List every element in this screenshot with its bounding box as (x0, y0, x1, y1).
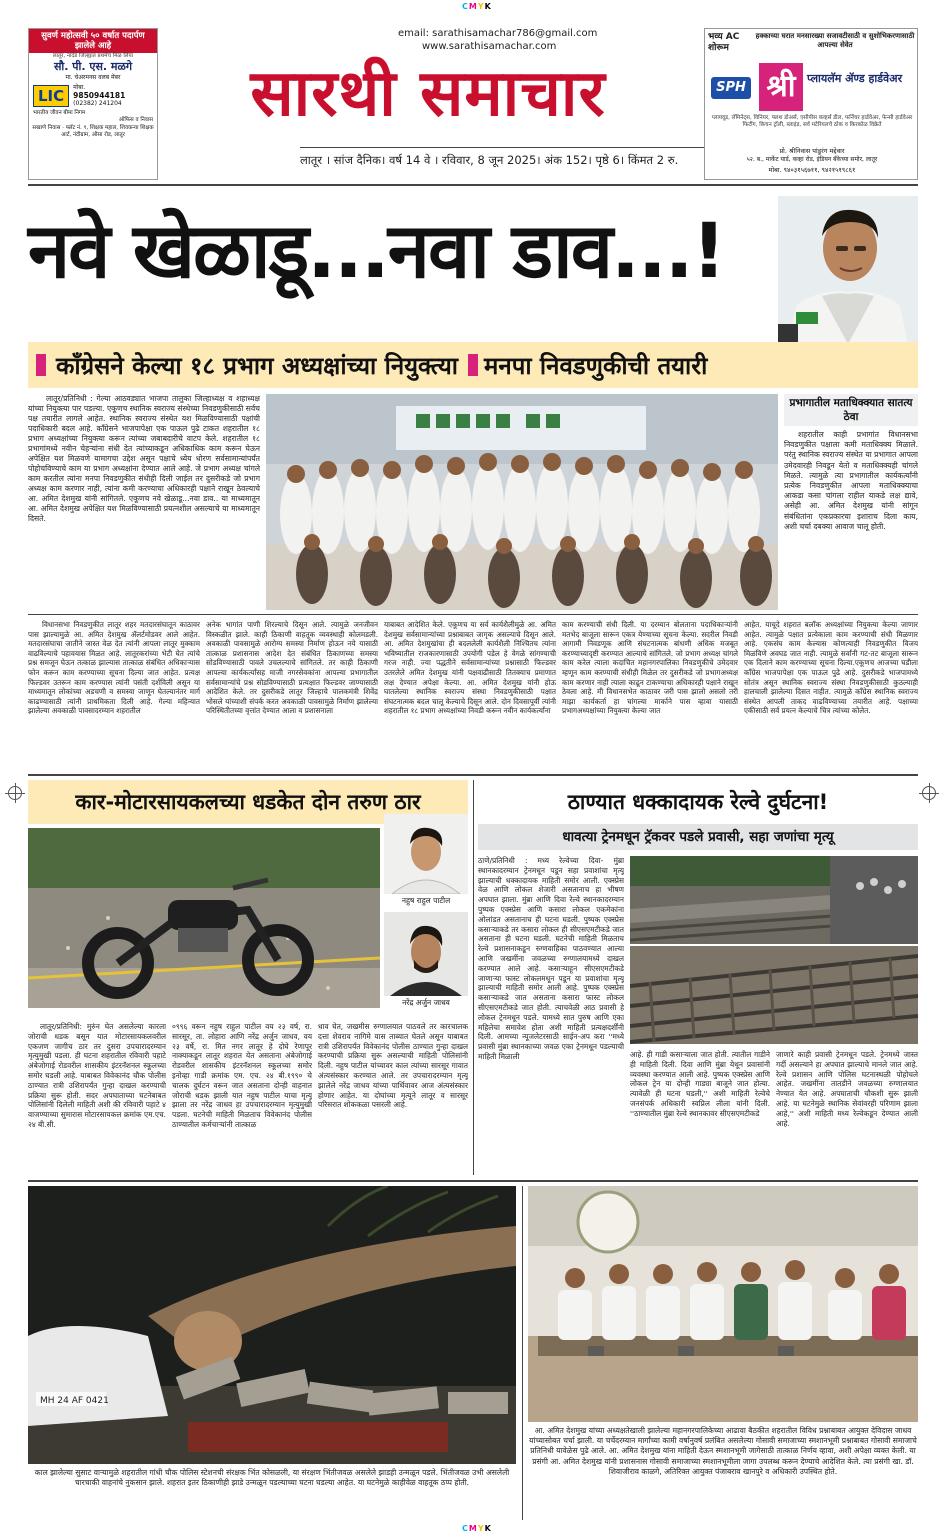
story2-headline: कार-मोटारसायकलच्या धडकेत दोन तरुण ठार (28, 780, 468, 824)
section-rule-1 (28, 774, 918, 776)
sidebar-title: प्रभागातील मताधिक्क्यात सातत्य ठेवा (784, 394, 918, 426)
story2-column-2: ०९९६ वरून नहुष राहुल पाटील वय २३ वर्ष, रा. सारसूर, ता. लोहारा आणि नरेंद्र अर्जुन जाधव, वय २३ वर्षे, रा. मित नगर लातूर हे दोघे रेणापूर नाक्याकडून लातूर शहरात येत असताना अंबेजोगाई रोडवरील शासकीय इंटरनॅशनल स्कूलच्या समोर इनोव्हा गाडी क्रमांक एम. एच. २४ बी.१९९० चे चालक दुर्घटन वरून जात असताना दोन्ही वाहनात जोराची धडक झाली यात नहुष पाटील याचा मृत्यू झाला तर नरेंद्र जाधव हा उपचारादरम्यान मृत्युमुखी पडला. घटनेची माहिती मिळताच विवेकानंद पोलीस ठाण्यातील कर्मचाऱ्यांनी तात्काळ (172, 1022, 312, 1129)
left-advertisement (28, 28, 158, 180)
lead-column-3: याबाबत आदेशित केले. एकूणच या सर्व कार्यशैलीमुळे आ. अमित देशमुख सर्वसामान्यांच्या प्रश्नाबाबत जागृक असल्याचे दिसून आले. आ. अमित देशमुखांचा ही बदललेली कार्यशैली निश्चितच त्यांना भविष्यातील राजकारणासाठी उपयोगी पडेल हे वेगळे सांगण्याची गरज नाही. ज्या पद्धतीने सर्वसामान्यांच्या प्रश्नासाठी फिल्डवर उतरलेले अमित देशमुख यांनी पक्षवाढीसाठी तितक्याच प्रमाणात लक्ष देण्यात अपेक्षा केल्या. आ. अमित देशमुख यांनी होऊ घातलेल्या स्थानिक स्वराज्य संस्था निवडणुकीसाठी पक्षात संघटनात्मक बदल चालू केल्याचे दिसून आले. दोन दिवसापूर्वी त्यांनी शहरातील १८ प्रभाग अध्यक्षांच्या निवडी करून नवीन कार्यकर्त्यांना (384, 620, 556, 716)
website-line (422, 41, 556, 52)
section-rule-2 (28, 1180, 918, 1182)
story3-column-2: आहे. ही गाडी कसाऱ्याला जात होती. त्यातील गाडीने ही माहिती दिली. दिवा आणि मुंब्रा येथून प्रवासांनी व्यवस्था करण्यात आली आहे. पुष्पक एक्स्प्रेस आणि लोकल ट्रेन या दोन्ही गाड्या बाजूने जात होत्या. त्यावेळी ही घटना घडली,'' अशी माहिती रेल्वेचे जनसंपर्क अधिकारी स्वप्निल लीला यांनी दिली. ''ठाण्यातील मुंब्रा रेल्वे स्थानकावर सीएसएमटीकडे (630, 1050, 770, 1118)
car-plate: MH 24 AF 0421 (40, 1396, 109, 1406)
subheadline-2: मनपा निवडणुकीची तयारी (484, 351, 708, 380)
politician-portrait (778, 196, 918, 344)
registration-mark-left (8, 786, 22, 800)
ad-address: ५२. ब., मार्केट यार्ड, कव्हा रोड, इंडियन बँकेच्या समोर, लातूर (746, 156, 878, 163)
story3-column-1: ठाणे/प्रतिनिधी : मध्य रेल्वेच्या दिवा- मुंब्रा स्थानकादरम्यान ट्रेनमधून पडून सहा प्रवाशांचा मृत्यू झाल्याची धक्कादायक माहिती समोर आली. एक्स्प्रेस वेळ आणि लोकल शेजारी असतानाच हा भीषण अपघात झाला. मुंब्रा आणि दिवा रेल्वे स्थानकादरम्यान पुष्पक एक्स्प्रेस आणि कसारा लोकल एकमेकांना ओलांडत असतानाच ही घटना घडली. पुष्पक एक्स्प्रेस कसाऱ्याकडे तर कसारा लोकल ही सीएसएमटीकडे जात असताना ही घटना घडली. घटनेची माहिती मिळताच रेल्वे प्रशासनाकडून रुग्णवाहिका पाठवण्यात आल्या आणि जखमींना जवळच्या रुग्णालयामध्ये दाखल करण्यात आले आहे. कसाऱ्याहून सीएसएमटीकडे जाणाऱ्या फास्ट लोकलमधून पडून या प्रवाशांचा मृत्यू झाल्याची माहिती समोर आली आहे. पुष्पक एक्स्प्रेस कसाऱ्याकडे जात असताना कसारा फास्ट लोकल सीएसएमटीकडे जात होती. त्याचवेळी आठ प्रवासी हे लोकल ट्रेनमधून पडले. यामध्ये सात पुरुष आणि एका महिलेचा समावेश होता अशी माहिती प्रत्यक्षदर्शींनी दिली. आमच्या न्यूजलेटरसाठी साईन-अप करा ''मध्ये प्रवासी मुंब्रा स्थानकाच्या जवळ एका ट्रेनमधून पडल्याची माहिती मिळाली (478, 856, 624, 1061)
victim-photo-2 (384, 912, 468, 996)
cmyk-mark-top (462, 2, 492, 11)
lic-name: भारतीय जीवन बीमा निगम (33, 110, 86, 116)
dateline-rule-top (300, 147, 705, 148)
ad-headline: हक्काच्या घरात मनसारख्या सजावटीसाठी व सुशोभिकरणासाठी आपल्या सेवेत (755, 32, 915, 49)
story3-headline: ठाण्यात धक्कादायक रेल्वे दुर्घटना! (567, 790, 829, 814)
masthead-rule (28, 184, 918, 186)
bottom-divider (522, 1186, 523, 1520)
cmyk-mark-bottom (462, 1524, 492, 1533)
lead-subheadline-bar (28, 342, 918, 388)
railway-photo-platform (630, 856, 918, 944)
registration-mark-right (922, 786, 936, 800)
ad-agent-role: मा. चेअरमनस वलब मेंबर (65, 74, 121, 81)
cmyk-text: CMYK (462, 1524, 492, 1533)
ad-products: प्लायवूड, लॅमिनेट्स, विनियर, फ्लश डोअर्स, एसीपीस कव्हर्स डील, फर्निचर हार्डवेअर, फेन्सी हार्डवेअर फिटींग, किचन ट्रॉली, ब्लाइंड, सर्व मटेरियलचे ठोक व किरकोळ विक्रेते (711, 115, 913, 128)
phone-label: मोबा. (73, 84, 86, 91)
lead-column-4: काम करण्याची संधी दिली. या दरम्यान बोलताना पदाधिकाऱ्यांनी मतभेद बाजूला सारून एकत्र येण्याच्या सूचना केल्या. सदरील निवडी आगामी निवडणूक आणि संघटनात्मक बांधणी अधिक मजबूत करण्याच्यादृष्टी करण्यात आल्याचे सांगितले. जो प्रभाग अध्यक्ष चांगले काम करेल त्याला कदाचित महानगरपालिका निवडणुकीचे उमेदवार म्हणून काम करण्याची संधीही मिळेल तर दुसरीकडे जो प्रभागअध्यक्ष काम करणार नाही त्याला काढून टाकण्याचा अधिकारही पक्षाने राखून ठेवला आहे. मी विधानसभेत काठावर जरी पास झालो असलो तरी माझा कार्यकर्ता हा चांगल्या मार्काने पास व्हावा यासाठी प्रभागअध्यक्षांच्या नियुक्त्या केल्या जात (562, 620, 738, 716)
victim-caption-1: नहुष राहुल पाटील (401, 896, 451, 905)
ad-phone: मोबा. ९४०३१५६७११, ९४२१५१९८६१ (768, 166, 856, 174)
bottom-right-caption: आ. अमित देशमुख यांच्या अध्यक्षतेखाली झालेल्या महानगरपालिकेच्या आढावा बैठकीत शहरातील विविध प्रश्नाबाबत आयुक्त देविदास जाधव यांच्यासोबत चर्चा झाली. या चर्चेदरम्यान मार्गांच्या कामी वर्षानुवर्ष प्रलंबित असलेल्या गोसावी समाजाच्या स्मशानभूमी प्रश्नाबाबत गोसावी समाजाचे प्रतिनिधी यावेळेस पुढे आले. आ. अमित देशमुख यांना माहिती देऊन स्मशानभूमी जागेसाठी तात्काळ निर्णय व्हावा, अशी अपेक्षा व्यक्त केली. या प्रसंगी आ. अमित देशमुख यांनी प्रशासनास गोसावी समाजाच्या स्मशानभूमीला जागा उपलब्ध करून देण्याचे आदेशित केले. त्या प्रसंगी खा. डॉ. शिवाजीराव काळगे, अतिरिक्त आयुक्त पंजाबराव खानपुरे व अधिकारी उपस्थित होते. (529, 1426, 917, 1476)
sidebar-text: शहरातील काही प्रभागांत विधानसभा निवडणुकीत पक्षाला कमी मताधिक्क्य मिळाले. परंतु स्थानिक स्वराज्य संस्थेत या प्रभागात आपला उमेदवारही निवडून येतो व मताधिक्क्यही चांगले मिळते. त्यामुळे त्या प्रभागातील कार्यकर्त्यांनी प्रत्येक निवडणुकीत आपला मताधिक्क्याचा आकडा कसा चांगला राहील याकडे लक्ष द्यावे, असेही आ. अमित देशमुख यांनी सांगून संबंधितांना एकप्रकारचा इशाराच दिला काय, अशी चर्चा दबक्या आवाज चालू होती. (784, 430, 918, 531)
masthead-title: सारथी समाचार (250, 56, 606, 131)
bullet-marker (36, 354, 46, 376)
shree-mark: श्री (759, 63, 803, 111)
ad-agent-name: सौ. पी. एस. मळगे (53, 60, 133, 73)
dateline: लातूर । सांज दैनिक। वर्ष 14 वे । रविवार, 8 जून 2025। अंक 152। पृष्ठे 6। किंमत 2 रु. (300, 153, 679, 167)
email-line (398, 28, 597, 39)
meeting-photo (528, 1186, 918, 1422)
fallen-tree-photo (28, 1186, 516, 1464)
lead-column-5: आहेत. याचूदे शहरात बलॉक अध्यक्षांच्या नियुक्त्या केल्या जाणार आहेत. त्यामुळे पक्षात प्रत्येकाला काम करण्याची संधी मिळणार आहे. एकसंघ काम केल्यास कोणत्याही निवडणुकीत विजय मिळविणे अवघड जात नाही. त्यामुळे सर्वांनी गट-तट बाजूला सारून एक दिलाने काम करण्याच्या सूचना दिल्या.एकूणच आजच्या घडीला काँग्रेस भाजपापेक्षा एक पाऊल पुढे आहे. दुसरीकडे भाजपामध्ये सोतंत्र असून स्थानिक स्वराज्य संस्था निवडणुकीसाठी कुठल्याही हालचाली झालेल्या दिसत नाहीत. त्यामुळे काँग्रेस स्थानिक स्वराज्य संस्थेत आपली ताकद वाढविण्याच्या तयारीत आहे. पक्षाच्या एकीसाठी सर्व प्रयत्न केल्याचे चित्र त्यांच्या कोलेत. (744, 620, 918, 716)
bullet-marker (468, 354, 478, 376)
ad-banner: सुवर्ण महोत्सवी ५० वर्षात पदार्पण झालेले आहे (29, 29, 157, 53)
lead-column-1: विधानसभा निवडणुकीत लातूर शहर मतदारसंघातून काठावर पास झाल्यामुळे आ. अमित देशमुख ॲलर्टमोडवर आले आहेत. मतदारसंघाचा जातीने जास्त वेळ देत त्यांनी आपला लातूर मुक्काम वाढविल्याचे पहावयास मिळत आहे. लातूरकरांच्या भेटी घेत त्यांचे प्रश्न समजून घेऊन तत्काळ झाल्यास तात्काळ संबंधित अधिकाऱ्यास फोन करून काम करण्याच्या सूचना दिल्या जात आहेत. प्रत्यक्ष फिल्डवर उतरून काम करण्यास त्यांनी पसंती दर्शविली असून या माध्यमातून लोकांच्या अडचणी व समस्या जाणून घेतल्यानंतर मार्ग काढण्यासाठी त्यांनी प्राथमिकता दिली आहे. गेल्या महिन्यात झालेल्या अवकाळी पावसादरम्यान शहरातील (28, 620, 200, 716)
story3-column-3: जाणारे काही प्रवासी ट्रेनमधून पडले. ट्रेनमध्ये जास्त गर्दी असल्याने हा अपघात झाल्याचे मानले जात आहे. रेल्वे प्रशासन आणि पोलिस घटनास्थळी पोहोचले आहेत. जखमींना तातडीने जवळच्या रुग्णालयात नेण्यात येत आहे. अपघाताची चौकशी सुरू झाली आहे. या घटनेमुळे स्थानिक सेवांवरही परिणाम झाला आहे,'' अशी माहिती मध्य रेल्वेकडून देण्यात आली आहे. (776, 1050, 918, 1128)
victim-photo-1 (384, 814, 468, 894)
cmyk-text: CMYK (462, 2, 492, 11)
lead-intro-text: लातूर/प्रतिनिधी : गेल्या आठवड्यात भाजपा तालुका जिल्हाध्यक्ष व शहाध्यक्ष यांच्या नियुक्त्या पार पडल्या. एकूणच स्थानिक स्वराज्य संस्थेच्या निवडणुकीसाठी सर्वच पक्ष तयारीत लागले आहेत. स्थानिक स्वराज्य संस्थेत यश मिळविण्यासाठी पक्षांची पदाधिकारी बदल आहे. काँग्रेसने भाजपापेक्षा एक पाऊल पुढे टाकत शहरातील १८ प्रभाग अध्यक्षांच्या नियुक्त्या करून त्यांच्या जबाबदारीचे वाटप केले. शहरातील १८ प्रभागांमध्ये नवीन चेहऱ्यांना संधी देत त्यांच्याकडून अधिकाधिक काम करून घेऊन अपेक्षित यश मिळवणे यामागचा उद्देश असून पक्षाचे ध्येय धोरण सर्वसामान्यांपर्यंत पोहोचविण्याचे काम या प्रभाग अध्यक्षांना देण्यात आले आहे. जे प्रभाग अध्यक्ष चांगले काम करतील त्यांना मनपा निवडणुकीत संधीही दिली जाईल तर दुसरीकडे जो प्रभाग अध्यक्ष काम करणार नाही, त्यांना कमी करण्याचा अधिकारही पक्षाने राखून ठेवल्याचे आ. अमित देशमुख यांनी सांगितले. एकूणच नवे खेळाडू...नवा डाव.. या माध्यमातून आ. अमित देशमुख अपेक्षित यश मिळविण्यासाठी प्रयत्नशील असल्याचे या माध्यमातून दिसते. (28, 394, 260, 523)
office-label: ऑफिस व निवास (118, 117, 153, 123)
subheadline-1: काँग्रेसने केल्या १८ प्रभाग अध्यक्षांच्या नियुक्त्या (56, 351, 459, 380)
story2-column-1: लातूर/प्रतिनिधी: मुरुंन घेत असलेल्या कारला जोराची धडक बसून यात मोटारसायकलवरील एकजण जागीच ठार तर दुसरा उपचारादरम्यान मृत्युमुखी पडला. ही घटना शहरातील रविवारी पहाटे अंबेजोगाई रोडवरील शासकीय इंटरनॅशनल स्कूलच्या समोर घडली आहे. याबाबत विवेकानंद चौक पोलीस ठाण्यात रात्री उशिरापर्यंत गुन्हा दाखल करण्याची प्रक्रिया सुरू होती. सदर अपघाताच्या घटनेबाबत पोलिसांनी दिलेली माहिती अशी की रविवारी पहाटे ४ वाजण्याच्या सुमारास मोटारसायकल क्रमांक एम.एच. २४ बी.सी. (28, 1022, 166, 1129)
story3-subhead: धावत्या ट्रेनमधून ट्रॅकवर पडले प्रवासी, सहा जणांचा मृत्यू (478, 824, 918, 850)
phone-1: 9850944181 (73, 91, 126, 100)
email-text: email: sarathisamachar786@gmail.com (398, 28, 598, 39)
sph-logo: SPH (711, 77, 751, 99)
ad-address: सखाणे निवास · फ्लॅट नं. ९, शिक्षक महाल, शिवकन्या शिक्षक आर्ट, नंदीग्राम, औसा रोड, लातूर (32, 125, 154, 138)
accident-photo (28, 828, 380, 1008)
story2-column-3: धाव घेत, जखमीस रुग्णालयात पाठवले तर कारचालक दत्ता शेवराव नागिमे यास ताब्यात घेतले असून याबाबत रात्री उशिरापर्यंत विवेकानंद पोलीस ठाण्यात गुन्हा दाखल करण्याची प्रक्रिया सुरू असल्याची माहिती पोलिसांनी दिली. नहुष पाटील यांच्यावर काल त्यांच्या सारसूर गावात अंत्यसंस्कार करण्यात आले. तर उपचारादरम्यान मृत्यू झालेले नरेंद्र जाधव यांच्या पार्थिवावर आज अंत्यसंस्कार होणार आहेत. या दोघांच्या मृत्यूने लातूर व सारसूर परिसरात शोककळा पसरली आहे. (318, 1022, 468, 1110)
lead-headline: नवे खेळाडू...नवा डाव...! (28, 206, 725, 295)
story-divider (473, 780, 474, 1175)
ad-sub: लातूर, नांदेड जिल्ह्यात प्रथमेच मिळ लिया (52, 53, 134, 59)
ad-owner: प्रो. श्रीनिवास पांडुरंग मद्देवार (779, 147, 845, 155)
lead-columns-rule (28, 614, 918, 615)
lead-column-2: अनेक भागांत पाणी शिरल्याचे दिसून आले. त्यामुळे जनजीवन विस्कळीत झाले. काही ठिकाणी वाहतूक व्यवस्थाही कोलमडली. अवकाळी पावसामुळे आरोग्य समस्या निर्माण होऊन नये यासाठी तात्काळ प्रशासनास आदेश देत संबंधित ठिकाणच्या समस्या सोडविण्यासाठी पावले उचलल्याचे सांगितले. तर काही ठिकाणी आपल्या कार्यकर्त्यांसह माजी नगरसेवकांना आपल्या प्रभागातील सर्वसामान्यांचे प्रश्न सोडविण्यासाठी प्रत्यक्षात फिल्डवर जाण्यासाठी आदेशित केले. तर दुसरीकडे लातूर जिल्हाचे पालकमंत्री शिवेंद्र भोसले यांच्याशी संपर्क करत अवकाळी पावसामुळे निर्माण झालेल्या परिस्थितीतच्या वृत्तांत देण्यात आला व प्रशासनाला (206, 620, 378, 716)
lic-logo: LIC (33, 85, 69, 107)
victim-caption-2: नरेंद्र अर्जुन जाधव (402, 998, 450, 1007)
railway-photo-tracks (630, 946, 918, 1044)
right-advertisement (704, 28, 918, 180)
website-text: www.sarathisamachar.com (422, 41, 557, 52)
phone-2: (02382) 241204 (73, 100, 122, 107)
bottom-left-caption: काल झालेल्या सुसाट वाऱ्यामुळे शहरातील गांधी चौक पोलिस स्टेशनची संरक्षक भिंत कोसळली, या संरक्षण भिंतीजवळ असलेले झाडही उन्मळून पडले. भिंतीजवळ उभी असलेली चारचाकी वाहनांचे नुकसान झाले. शहरात इतर ठिकाणीही झाडे उन्मळून पडल्याच्या घटना घडल्या आहेत. या घटनेमुळे काहीवेळ वाहतूक ठप्प होती. (34, 1468, 510, 1488)
ad-brand: प्लायलॅम ॲण्ड हार्डवेअर (807, 72, 903, 85)
group-photo (266, 394, 778, 610)
ad-showroom: भव्य AC शोरूम (708, 32, 740, 53)
lead-sidebar (784, 394, 918, 610)
